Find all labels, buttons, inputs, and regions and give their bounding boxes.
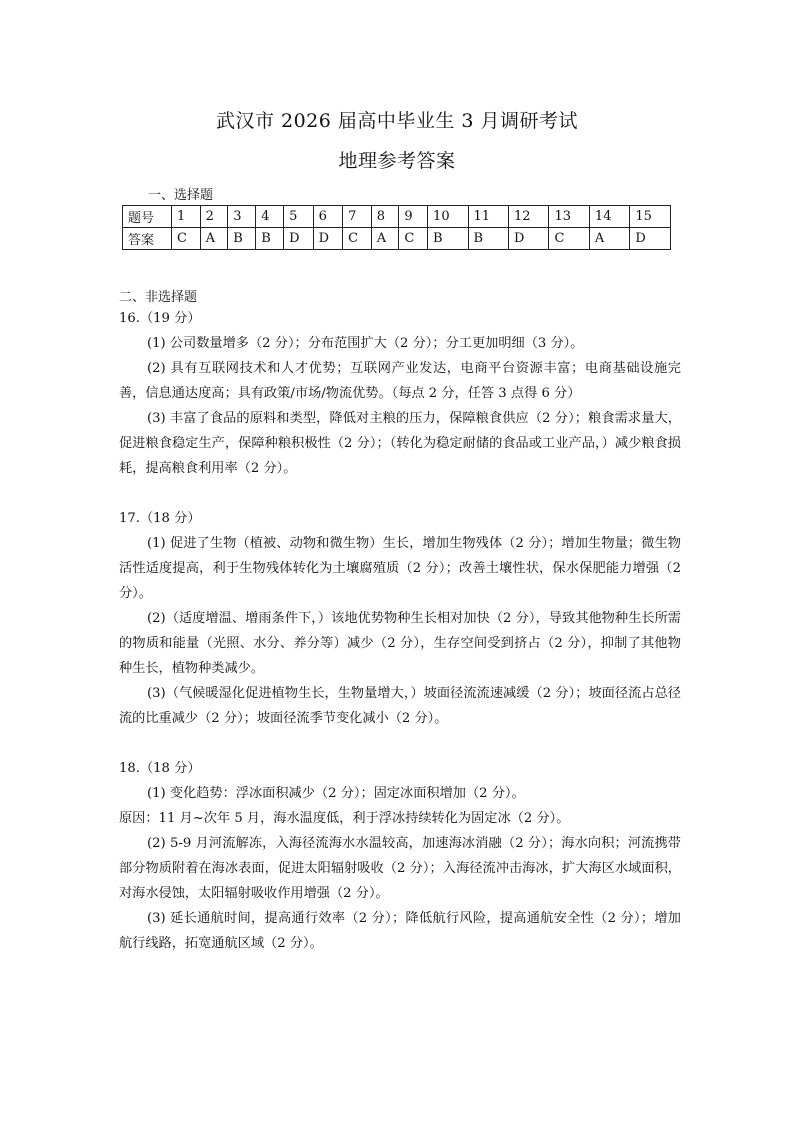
table-cell: B	[468, 228, 508, 250]
table-cell: 4	[256, 206, 284, 228]
question-16-part-1: (1) 公司数量增多（2 分）；分布范围扩大（2 分）；分工更加明细（3 分）。	[147, 336, 584, 351]
question-16-heading: 16.（19 分）	[119, 311, 201, 326]
answer-table	[122, 205, 671, 250]
table-cell: C	[172, 228, 201, 250]
table-cell: 15	[630, 206, 671, 228]
table-cell: 9	[399, 206, 428, 228]
table-cell: C	[549, 228, 589, 250]
question-18-part-1-reason: 原因：11 月~次年 5 月，海水温度低，利于浮冰持续转化为固定冰（2 分）。	[119, 811, 570, 826]
row-header-number: 题号	[123, 206, 172, 228]
table-row-answers	[123, 228, 671, 250]
table-cell: 7	[343, 206, 372, 228]
question-17-heading: 17.（18 分）	[119, 511, 201, 526]
table-cell: 1	[172, 206, 201, 228]
question-16	[119, 306, 681, 481]
table-cell: 6	[313, 206, 343, 228]
table-cell: D	[630, 228, 671, 250]
question-16-part-2: (2) 具有互联网技术和人才优势；互联网产业发达，电商平台资源丰富；电商基础设施完善，信息通达度高；具有政策/市场/物流优势。（每点 2 分，任答 3 点得 6 分）	[119, 361, 681, 401]
table-cell: 13	[549, 206, 589, 228]
table-cell: 5	[284, 206, 314, 228]
question-18-part-2: (2) 5-9 月河流解冻，入海径流海水水温较高，加速海冰消融（2 分）；海水向积；河流携带部分物质附着在海冰表面，促进太阳辐射吸收（2 分）；入海径流冲击海冰，扩大海区水域面积，对海水侵蚀，太阳辐射吸收作用增强（2 分）。	[119, 836, 681, 901]
question-16-part-3: (3) 丰富了食品的原料和类型，降低对主粮的压力，保障粮食供应（2 分）；粮食需求量大，促进粮食稳定生产，保障种粮积极性（2 分）；（转化为稳定耐储的食品或工业产品，）减少粮食损耗，提高粮食利用率（2 分）。	[119, 411, 681, 476]
table-cell: 8	[371, 206, 399, 228]
table-cell: B	[256, 228, 284, 250]
table-cell: 14	[589, 206, 629, 228]
table-cell: D	[313, 228, 343, 250]
section-nonchoice-heading: 二、非选择题	[119, 290, 198, 305]
table-cell: D	[508, 228, 548, 250]
table-row-numbers	[123, 206, 671, 228]
section-choice-heading: 一、选择题	[148, 188, 214, 203]
table-cell: 11	[468, 206, 508, 228]
table-cell: B	[428, 228, 468, 250]
table-cell: 3	[228, 206, 256, 228]
question-17-part-1: (1) 促进了生物（植被、动物和微生物）生长，增加生物残体（2 分）；增加生物量；微生物活性适度提高，利于生物残体转化为土壤腐殖质（2 分）；改善土壤性状，保水保肥能力增强（2 分）。	[119, 536, 681, 601]
page-subtitle: 地理参考答案	[338, 150, 456, 172]
table-cell: C	[343, 228, 372, 250]
table-cell: D	[284, 228, 314, 250]
question-18-part-1: (1) 变化趋势：浮冰面积减少（2 分）；固定冰面积增加（2 分）。	[147, 786, 525, 801]
table-cell: B	[228, 228, 256, 250]
table-cell: 12	[508, 206, 548, 228]
table-cell: 10	[428, 206, 468, 228]
question-17-part-2: (2)（适度增温、增雨条件下，）该地优势物种生长相对加快（2 分），导致其他物种生长所需的物质和能量（光照、水分、养分等）减少（2 分），生存空间受到挤占（2 分），抑制了其他物种生长，植物种类减少。	[119, 611, 681, 676]
question-18-heading: 18.（18 分）	[119, 761, 201, 776]
question-18	[119, 756, 681, 956]
question-17	[119, 506, 681, 731]
question-18-part-3: (3) 延长通航时间，提高通行效率（2 分）；降低航行风险，提高通航安全性（2 分）；增加航行线路，拓宽通航区域（2 分）。	[119, 911, 681, 951]
row-header-answer: 答案	[123, 228, 172, 250]
table-cell: C	[399, 228, 428, 250]
table-cell: A	[200, 228, 228, 250]
table-cell: 2	[200, 206, 228, 228]
page-title: 武汉市 2026 届高中毕业生 3 月调研考试	[215, 110, 579, 132]
table-cell: A	[371, 228, 399, 250]
table-cell: A	[589, 228, 629, 250]
question-17-part-3: (3)（气候暖湿化促进植物生长，生物量增大，）坡面径流流速减缓（2 分）；坡面径流占总径流的比重减少（2 分）；坡面径流季节变化减小（2 分）。	[119, 686, 681, 726]
